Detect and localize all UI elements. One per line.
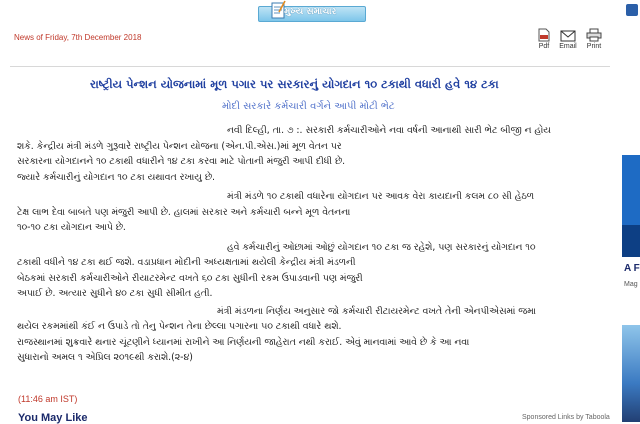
article-timestamp: (11:46 am IST) <box>18 394 78 404</box>
article-title: રાષ્ટ્રીય પેન્શન યોજનામાં મૂળ પગાર પર સરકારનું યોગદાન ૧૦ ટકાથી વધારી હવે ૧૪ ટકા <box>90 77 499 91</box>
article-line: થયેલ રકમમાંથી કંઈ ન ઉપાડે તો તેનુ પેન્શન તેના છેલ્લા પગારના ૫૦ ટકાથી વધારે થશે. <box>17 321 342 332</box>
email-button[interactable] <box>558 28 578 50</box>
article-line: જ્યારે કર્મચારીનું યોગદાન ૧૦ ટકા યથાવત રખાયુ છે. <box>17 171 216 183</box>
article-line: સુધારાનો અમલ ૧ એપ્રિલ ૨૦૧૯થી કરાશે.(૨-૪) <box>17 352 193 363</box>
email-label: Email <box>559 43 577 50</box>
article-line: મંત્રી મંડળના નિર્ણય અનુસાર જો કર્મચારી રીટાયરમેન્ટ વખતે તેની એનપીએસમાં જમા <box>217 305 536 317</box>
article-line: ટેક્ષ લાભ દેવા બાબતે પણ મંજુરી આપી છે. હાલમાં સરકાર અને કર્મચારી બન્ને મૂળ વેતનના <box>17 206 351 218</box>
news-date: News of Friday, 7th December 2018 <box>14 33 142 42</box>
pdf-label: Pdf <box>538 43 550 50</box>
sidebar-logo-icon <box>626 4 638 16</box>
article-line: સરકારના યોગદાનને ૧૦ ટકાથી વધારીને ૧૪ ટકા કરવા માટે પોતાની મંજુરી આપી દીધી છે. <box>17 156 346 167</box>
sidebar-ad-title[interactable]: A F <box>624 263 640 274</box>
sidebar-ad-image-shade <box>622 225 640 257</box>
article-tools <box>534 28 608 62</box>
print-button[interactable] <box>584 28 604 50</box>
email-icon <box>560 28 576 42</box>
sidebar-ad-source: Mag <box>624 281 638 288</box>
section-banner <box>240 0 380 22</box>
article-line: નવી દિલ્હી, તા. ૭ :. સરકારી કર્મચારીઓને નવા વર્ષની આનાથી સારી ભેટ બીજી ન હોય <box>227 125 551 136</box>
pdf-icon <box>538 28 550 42</box>
article-line: હવે કર્મચારીનું ઓછામાં ઓછું યોગદાન ૧૦ ટકા જ રહેશે, પણ સરકારનું યોગદાન ૧૦ <box>227 241 536 253</box>
sponsored-links[interactable]: Sponsored Links by Taboola <box>522 414 610 421</box>
article-line: અપાઈ છે. અત્યાર સુધીને ૪૦ ટકા સુધી સીમીત હતી. <box>17 288 213 299</box>
pdf-button[interactable] <box>534 28 554 50</box>
article-line: ટકાથી વધીને ૧૪ ટકા થઈ જશે. વડાપ્રધાન મોદીની અધ્યક્ષતામાં થયેલી કેન્દ્રીય મંત્રી મંડળની <box>17 257 356 268</box>
article-line: શકે. કેન્દ્રીય મંત્રી મંડળે ગુરૂવારે રાષ્ટ્રીય પેન્શન યોજના (એન.પી.એસ.)માં મૂળ વેતન પર <box>17 140 342 152</box>
print-label: Print <box>586 43 602 50</box>
article-line: બેઠકમાં સરકારી કર્મચારીઓને રીયાટરમેન્ટ વખતે ૬૦ ટકા સુધીની રકમ ઉપાડવાની પણ મંજુરી <box>17 272 363 284</box>
section-banner-label: મુખ્ય સમાચાર <box>284 7 337 17</box>
divider <box>10 66 610 67</box>
sidebar-ad-image-2[interactable] <box>622 325 640 422</box>
article-subtitle: મોદી સરકારે કર્મચારી વર્ગને આપી મોટી ભેટ <box>222 101 395 112</box>
print-icon <box>586 28 602 42</box>
you-may-like-heading: You May Like <box>18 412 88 424</box>
article-line: રાજસ્થાનમાં શુક્રવારે થનાર ચૂંટણીને ધ્યાનમાં રાખીને આ નિર્ણયની જાહેરાત નથી કરાઈ. એવું માનવામાં આવે છે કે આ નવા <box>17 336 470 348</box>
article-line: ૧૦-૧૦ ટકા યોગદાન આપે છે. <box>17 222 126 233</box>
article-line: મંત્રી મંડળે ૧૦ ટકાથી વધારેના યોગદાન પર આવક વેરા કાયદાની કલમ ૮૦ સી હેઠળ <box>227 191 534 202</box>
